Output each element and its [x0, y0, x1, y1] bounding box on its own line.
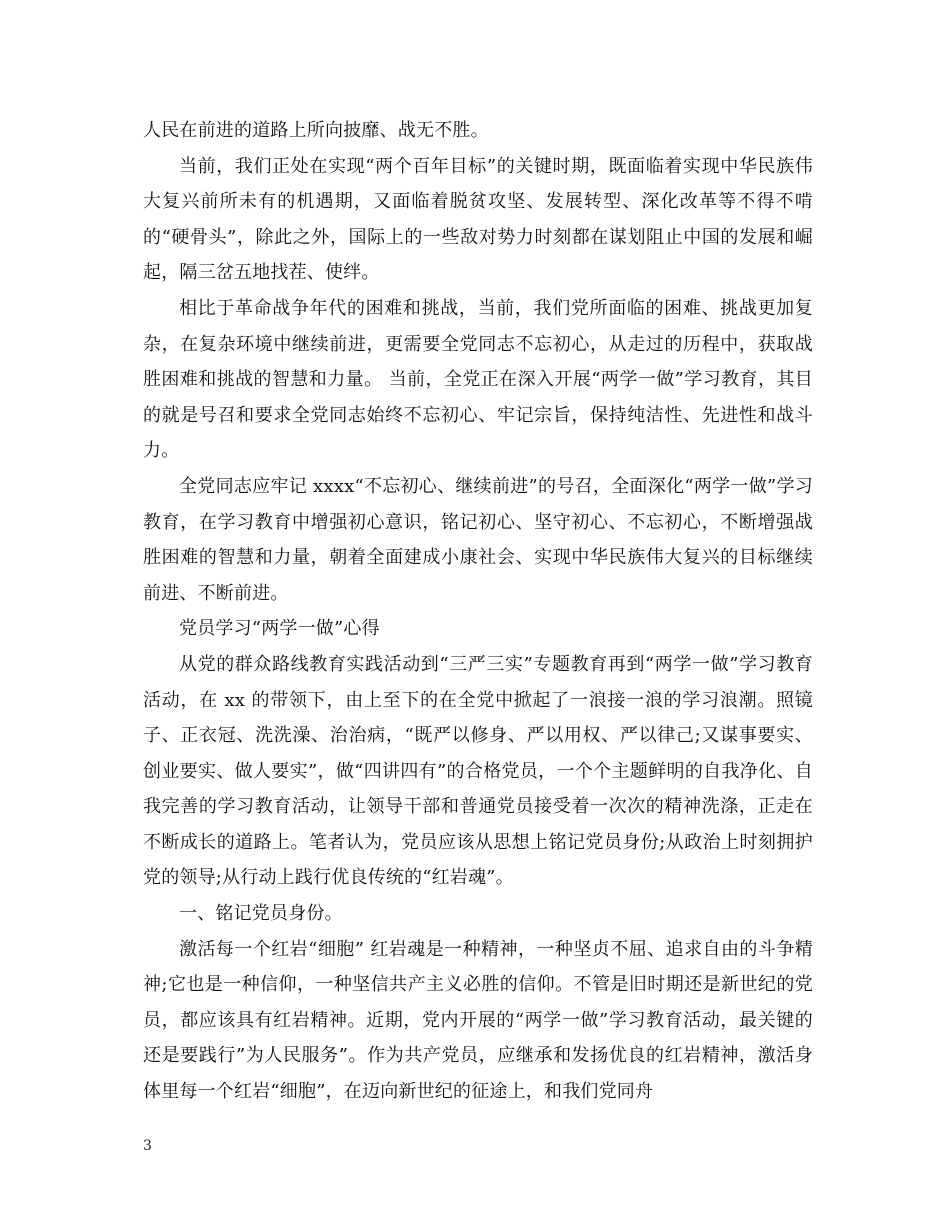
- page-number: 3: [143, 1138, 152, 1154]
- paragraph-6: 激活每一个红岩“细胞” 红岩魂是一种精神，一种坚贞不屈、追求自由的斗争精神;它也是一种信仰，一种坚信共产主义必胜的信仰。不管是旧时期还是新世纪的党员，都应该具有红岩精神。近期，党内开展的“两学一做”学习教育活动，最关键的还是要践行”为人民服务”。作为共产党员，应继承和发扬优良的红岩精神，激活身体里每一个红岩“细胞”，在迈向新世纪的征途上，和我们党同舟: [143, 938, 813, 1103]
- body-text: [143, 113, 813, 1110]
- paragraph-4: 全党同志应牢记 xxxx“不忘初心、继续前进”的号召，全面深化“两学一做”学习教育，在学习教育中增强初心意识，铭记初心、坚守初心、不忘初心，不断增强战胜困难的智慧和力量，朝着全面建成小康社会、实现中华民族伟大复兴的目标继续前进、不断前进。: [143, 475, 813, 604]
- section-title: 党员学习“两学一做”心得: [179, 618, 380, 640]
- subsection-heading: 一、铭记党员身份。: [179, 903, 343, 925]
- paragraph-3: 相比于革命战争年代的困难和挑战，当前，我们党所面临的困难、挑战更加复杂，在复杂环境中继续前进，更需要全党同志不忘初心，从走过的历程中，获取战胜困难和挑战的智慧和力量。 当前，全党正在深入开展“两学一做”学习教育，其目的就是号召和要求全党同志始终不忘初心、牢记宗旨，保持纯洁性、先进性和战斗力。: [143, 297, 813, 462]
- paragraph-5: 从党的群众路线教育实践活动到“三严三实”专题教育再到“两学一做”学习教育活动，在 xx 的带领下，由上至下的在全党中掀起了一浪接一浪的学习浪潮。照镜子、正衣冠、洗洗澡、治治病，“既严以修身、严以用权、严以律己;又谋事要实、创业要实、做人要实”，做“四讲四有”的合格党员，一个个主题鲜明的自我净化、自我完善的学习教育活动，让领导干部和普通党员接受着一次次的精神洗涤，正走在不断成长的道路上。笔者认为，党员应该从思想上铭记党员身份;从政治上时刻拥护党的领导;从行动上践行优良传统的“红岩魂”。: [143, 653, 813, 889]
- paragraph-1: 人民在前进的道路上所向披靡、战无不胜。: [143, 120, 489, 141]
- paragraph-2: 当前，我们正处在实现“两个百年目标”的关键时期，既面临着实现中华民族伟大复兴前所未有的机遇期，又面临着脱贫攻坚、发展转型、深化改革等不得不啃的“硬骨头”，除此之外，国际上的一些敌对势力时刻都在谋划阻止中国的发展和崛起，隔三岔五地找茬、使绊。: [143, 155, 813, 284]
